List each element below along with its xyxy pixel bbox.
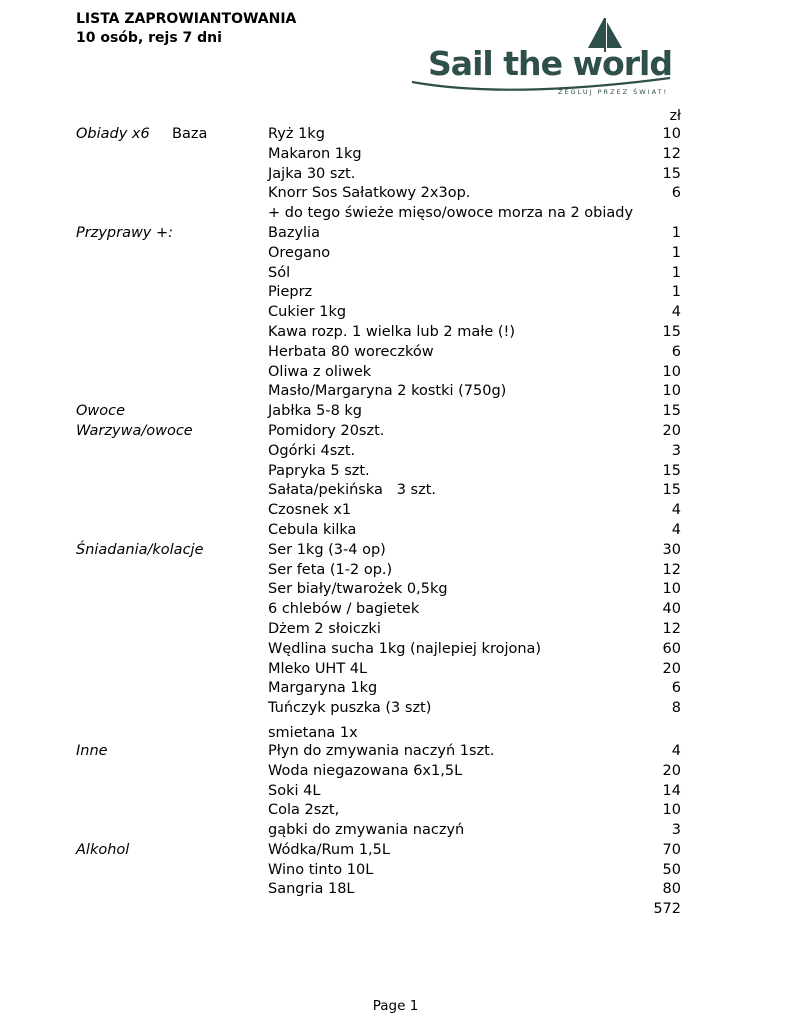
row-price: 15 xyxy=(662,462,681,479)
row-price: 20 xyxy=(662,660,681,677)
row-price: 1 xyxy=(671,224,681,241)
row-item: Jabłka 5-8 kg xyxy=(268,403,363,420)
list-row xyxy=(0,600,791,620)
list-row xyxy=(0,442,791,462)
row-category: Przyprawy +: xyxy=(76,224,174,241)
page-footer: Page 1 xyxy=(372,998,419,1014)
row-item: 6 chlebów / bagietek xyxy=(268,601,420,618)
row-item: Dżem 2 słoiczki xyxy=(268,620,381,637)
list-row xyxy=(0,580,791,600)
list-row xyxy=(0,422,791,442)
row-price: 20 xyxy=(662,422,681,439)
row-price: 50 xyxy=(662,861,681,878)
document-title xyxy=(76,10,296,48)
row-price: 40 xyxy=(662,601,681,618)
list-row xyxy=(0,861,791,881)
row-item: Ser 1kg (3-4 op) xyxy=(268,541,386,558)
list-row xyxy=(0,303,791,323)
list-row xyxy=(0,462,791,482)
list-row xyxy=(0,742,791,762)
row-item: Mleko UHT 4L xyxy=(268,660,368,677)
row-price: 10 xyxy=(662,581,681,598)
row-item: Tuńczyk puszka (3 szt) xyxy=(268,700,432,717)
list-row xyxy=(0,719,791,742)
row-price: 15 xyxy=(662,482,681,499)
row-price: 6 xyxy=(671,680,681,697)
row-price: 15 xyxy=(662,403,681,420)
row-item: Sangria 18L xyxy=(268,881,355,898)
row-price: 4 xyxy=(671,502,681,519)
row-category: Owoce xyxy=(76,403,126,420)
row-item: Ser feta (1-2 op.) xyxy=(268,561,393,578)
list-row xyxy=(0,204,791,224)
row-item: Cola 2szt, xyxy=(268,802,340,819)
list-row xyxy=(0,782,791,802)
row-item: Margaryna 1kg xyxy=(268,680,378,697)
list-row xyxy=(0,363,791,383)
row-item: Wino tinto 10L xyxy=(268,861,374,878)
list-row xyxy=(0,640,791,660)
row-item: Wędlina sucha 1kg (najlepiej krojona) xyxy=(268,640,542,657)
row-item: Bazylia xyxy=(268,224,320,241)
row-item: Kawa rozp. 1 wielka lub 2 małe (!) xyxy=(268,323,516,340)
row-price: 6 xyxy=(671,185,681,202)
row-item: Ser biały/twarożek 0,5kg xyxy=(268,581,448,598)
list-row xyxy=(0,679,791,699)
list-row xyxy=(0,382,791,402)
row-item: Soki 4L xyxy=(268,782,321,799)
row-item: Herbata 80 woreczków xyxy=(268,343,434,360)
row-item: Ogórki 4szt. xyxy=(268,442,356,459)
row-price: 3 xyxy=(671,442,681,459)
row-price: 10 xyxy=(662,383,681,400)
title-line-2: 10 osób, rejs 7 dni xyxy=(76,30,222,46)
row-price: 8 xyxy=(671,700,681,717)
row-price: 14 xyxy=(662,782,681,799)
logo-tagline: ŻEGLUJ PRZEZ ŚWIAT! xyxy=(558,88,669,96)
list-row xyxy=(0,184,791,204)
list-row xyxy=(0,841,791,861)
row-item: Pieprz xyxy=(268,284,313,301)
list-row xyxy=(0,343,791,363)
row-item: Sól xyxy=(268,264,291,281)
row-category: Obiady x6 xyxy=(76,126,150,142)
list-row xyxy=(0,620,791,640)
list-row xyxy=(0,125,791,145)
list-row xyxy=(0,699,791,719)
row-price: 10 xyxy=(662,126,681,142)
row-item: smietana 1x xyxy=(268,724,358,741)
row-price: 12 xyxy=(662,561,681,578)
row-item: Wódka/Rum 1,5L xyxy=(268,841,390,858)
row-item: Ryż 1kg xyxy=(268,126,325,142)
row-item: Czosnek x1 xyxy=(268,502,352,519)
list-row xyxy=(0,145,791,165)
provisions-list xyxy=(0,125,791,900)
row-price: 4 xyxy=(671,521,681,538)
row-price: 30 xyxy=(662,541,681,558)
row-item: Cukier 1kg xyxy=(268,304,347,321)
list-row xyxy=(0,561,791,581)
row-price: 4 xyxy=(671,742,681,759)
row-category: Śniadania/kolacje xyxy=(76,541,204,558)
row-price: 1 xyxy=(671,244,681,261)
sail-the-world-logo xyxy=(408,14,676,98)
row-item: Papryka 5 szt. xyxy=(268,462,370,479)
row-item: + do tego świeże mięso/owoce morza na 2 obiady xyxy=(268,205,634,222)
row-category: Alkohol xyxy=(76,841,130,858)
list-row xyxy=(0,264,791,284)
row-item: Sałata/pekińska 3 szt. xyxy=(268,482,436,499)
list-row xyxy=(0,521,791,541)
row-item: Cebula kilka xyxy=(268,521,357,538)
row-price: 4 xyxy=(671,304,681,321)
row-category: Inne xyxy=(76,742,108,759)
row-item: Woda niegazowana 6x1,5L xyxy=(268,762,463,779)
row-item: Oregano xyxy=(268,244,331,261)
row-price: 12 xyxy=(662,620,681,637)
list-row xyxy=(0,224,791,244)
row-price: 60 xyxy=(662,640,681,657)
row-category: Warzywa/owoce xyxy=(76,422,193,439)
list-row xyxy=(0,402,791,422)
row-item: Oliwa z oliwek xyxy=(268,363,372,380)
list-row xyxy=(0,541,791,561)
list-row xyxy=(0,283,791,303)
row-item: Jajka 30 szt. xyxy=(268,165,356,182)
row-price: 15 xyxy=(662,165,681,182)
row-item: Makaron 1kg xyxy=(268,145,362,162)
row-price: 70 xyxy=(662,841,681,858)
row-price: 10 xyxy=(662,802,681,819)
row-price: 1 xyxy=(671,284,681,301)
row-price: 3 xyxy=(671,822,681,839)
row-item: Masło/Margaryna 2 kostki (750g) xyxy=(268,383,507,400)
row-price: 12 xyxy=(662,145,681,162)
list-row xyxy=(0,660,791,680)
row-item: gąbki do zmywania naczyń xyxy=(268,822,465,839)
list-row xyxy=(0,165,791,185)
list-row xyxy=(0,801,791,821)
logo-brand-text: Sail the world xyxy=(428,44,672,83)
total-amount: 572 xyxy=(653,901,681,917)
row-price: 6 xyxy=(671,343,681,360)
list-row xyxy=(0,880,791,900)
row-item: Knorr Sos Sałatkowy 2x3op. xyxy=(268,185,471,202)
row-item: Pomidory 20szt. xyxy=(268,422,385,439)
title-line-1: LISTA ZAPROWIANTOWANIA xyxy=(76,11,297,27)
row-price: 1 xyxy=(671,264,681,281)
list-row xyxy=(0,821,791,841)
row-subcategory: Baza xyxy=(172,126,208,142)
list-row xyxy=(0,323,791,343)
list-row xyxy=(0,481,791,501)
list-row xyxy=(0,762,791,782)
row-price: 80 xyxy=(662,881,681,898)
list-row xyxy=(0,244,791,264)
list-row xyxy=(0,501,791,521)
row-price: 10 xyxy=(662,363,681,380)
row-price: 15 xyxy=(662,323,681,340)
currency-label: zł xyxy=(669,108,681,124)
row-item: Płyn do zmywania naczyń 1szt. xyxy=(268,742,495,759)
row-price: 20 xyxy=(662,762,681,779)
